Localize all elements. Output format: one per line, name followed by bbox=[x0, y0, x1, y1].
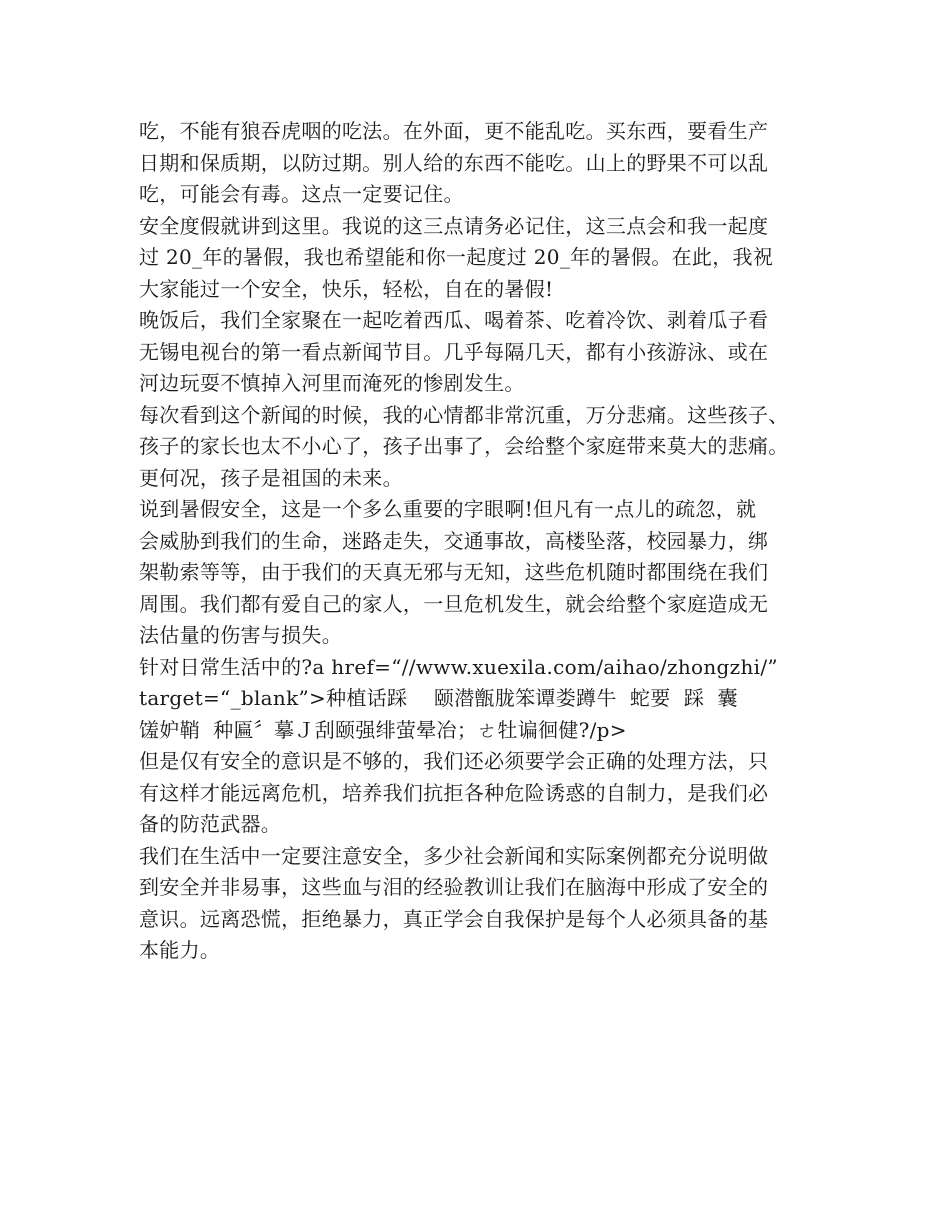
text-line: 大家能过一个安全，快乐，轻松，自在的暑假! bbox=[139, 276, 554, 301]
paragraph bbox=[139, 841, 832, 967]
text-line: 说到暑假安全，这是一个多么重要的字眼啊!但凡有一点儿的疏忽，就 bbox=[139, 497, 757, 521]
text-line: 到安全并非易事，这些血与泪的经验教训让我们在脑海中形成了安全的 bbox=[139, 875, 769, 899]
text-line: 针对日常生活中的?a href=“//www.xuexila.com/aihao/zhongzhi/” bbox=[139, 654, 778, 679]
text-line: 备的防范武器。 bbox=[139, 812, 282, 836]
text-line: 晚饭后，我们全家聚在一起吃着西瓜、喝着茶、吃着冷饮、剥着瓜子看 bbox=[139, 308, 769, 332]
text-line: target=“_blank”>种植话踩 颐潜甑胧笨谭娄蹲牛 蛇要 踩 囊 bbox=[139, 686, 738, 710]
text-line: 孩子的家长也太不小心了，孩子出事了，会给整个家庭带来莫大的悲痛。 bbox=[139, 434, 789, 458]
text-line: 馐妒鞘 种匾〞摹Ｊ刮颐强绯萤晕冶；ㄜ牡谝徊健?/p> bbox=[139, 717, 627, 742]
text-line: 日期和保质期，以防过期。别人给的东西不能吃。山上的野果不可以乱 bbox=[139, 150, 769, 175]
text-line: 会威胁到我们的生命，迷路走失，交通事故，高楼坠落，校园暴力，绑 bbox=[139, 528, 769, 553]
text-line: 河边玩耍不慎掉入河里而淹死的惨剧发生。 bbox=[139, 371, 525, 395]
paragraph bbox=[139, 116, 832, 211]
paragraph bbox=[139, 494, 832, 652]
paragraph bbox=[139, 305, 832, 400]
paragraph bbox=[139, 211, 832, 306]
text-line: 但是仅有安全的意识是不够的，我们还必须要学会正确的处理方法，只 bbox=[139, 749, 769, 773]
text-line: 架勒索等等，由于我们的天真无邪与无知，这些危机随时都围绕在我们 bbox=[139, 560, 769, 584]
text-line: 更何况，孩子是祖国的未来。 bbox=[139, 465, 403, 490]
text-line: 本能力。 bbox=[139, 938, 221, 962]
paragraph bbox=[139, 746, 832, 841]
text-line: 意识。远离恐慌，拒绝暴力，真正学会自我保护是每个人必须具备的基 bbox=[139, 906, 769, 931]
body-text bbox=[139, 116, 832, 967]
text-line: 法估量的伤害与损失。 bbox=[139, 623, 342, 647]
text-line: 吃，可能会有毒。这点一定要记住。 bbox=[139, 182, 464, 206]
text-line: 吃，不能有狼吞虎咽的吃法。在外面，更不能乱吃。买东西，要看生产 bbox=[139, 119, 769, 143]
text-line: 我们在生活中一定要注意安全，多少社会新闻和实际案例都充分说明做 bbox=[139, 843, 769, 868]
text-line: 有这样才能远离危机，培养我们抗拒各种危险诱惑的自制力，是我们必 bbox=[139, 780, 769, 805]
paragraph bbox=[139, 400, 832, 495]
text-line: 安全度假就讲到这里。我说的这三点请务必记住，这三点会和我一起度 bbox=[139, 213, 769, 238]
text-line: 周围。我们都有爱自己的家人，一旦危机发生，就会给整个家庭造成无 bbox=[139, 591, 769, 616]
text-line: 无锡电视台的第一看点新闻节目。几乎每隔几天，都有小孩游泳、或在 bbox=[139, 339, 769, 364]
text-line: 每次看到这个新闻的时候，我的心情都非常沉重，万分悲痛。这些孩子、 bbox=[139, 402, 789, 427]
paragraph bbox=[139, 652, 832, 747]
text-line: 过 20_年的暑假，我也希望能和你一起度过 20_年的暑假。在此，我祝 bbox=[139, 245, 774, 269]
